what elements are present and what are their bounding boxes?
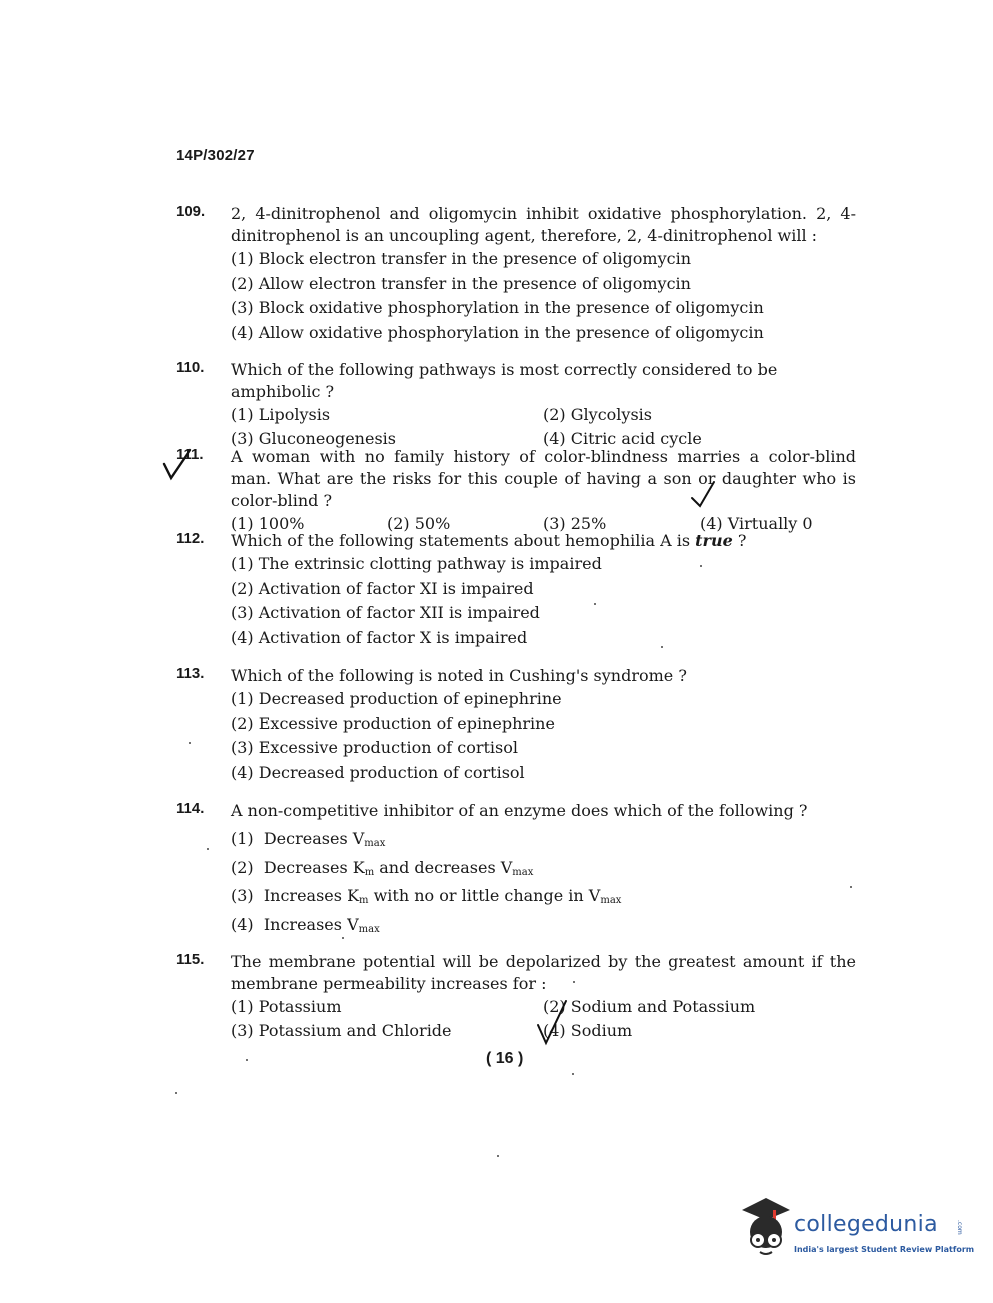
option-4: (4) Decreased production of cortisol: [231, 762, 525, 782]
scan-speck: [661, 646, 663, 648]
question-text: A non-competitive inhibitor of an enzyme does which of the following ?: [231, 801, 808, 820]
question-text: Which of the following is noted in Cushing's syndrome ?: [231, 666, 687, 685]
option-1: (1) Block electron transfer in the presence of oligomycin: [231, 249, 692, 268]
collegedunia-logo: [736, 1196, 975, 1266]
option-4: (4) Activation of factor X is impaired: [231, 627, 528, 647]
option-1: (1) 100%: [231, 514, 305, 533]
option-1: (1) Potassium: [231, 997, 342, 1016]
option-2: (2) Glycolysis: [543, 405, 652, 424]
scan-speck: [594, 603, 596, 605]
scan-speck: [246, 1059, 248, 1061]
scan-speck: [497, 1155, 499, 1157]
question-number: 113.: [176, 665, 205, 682]
option-3: (3) Potassium and Chloride: [231, 1021, 452, 1040]
option-2: (2) Activation of factor XI is impaired: [231, 578, 534, 598]
options-grid: [231, 403, 856, 451]
scan-speck: [342, 937, 344, 939]
scan-speck: [700, 565, 702, 567]
option-3: (3) Activation of factor XII is impaired: [231, 603, 540, 622]
question-114: [176, 800, 856, 939]
question-number: 111.: [176, 446, 204, 463]
question-text: Which of the following pathways is most correctly considered to be amphibolic ?: [231, 360, 778, 401]
handwritten-check-icon: [688, 476, 728, 516]
question-number: 114.: [176, 800, 205, 817]
options-list: [231, 825, 856, 939]
page-number: ( 16 ): [486, 1050, 524, 1067]
scan-speck: [572, 1073, 574, 1075]
question-110: [176, 359, 856, 451]
option-1: (1) Decreased production of epinephrine: [231, 689, 562, 708]
scan-speck: [175, 1092, 177, 1094]
option-2: (2) Allow electron transfer in the presence of oligomycin: [231, 273, 691, 293]
question-text: Which of the following statements about hemophilia A is true ?: [231, 531, 747, 550]
handwritten-check-icon: [534, 995, 574, 1049]
question-109: [176, 203, 856, 345]
brand-name: collegedunia: [794, 1212, 938, 1237]
option-2: (2) Excessive production of epinephrine: [231, 713, 555, 733]
scan-speck: [207, 848, 209, 850]
option-2: (2) 50%: [387, 514, 451, 533]
brand-tagline: India's largest Student Review Platform: [794, 1245, 975, 1254]
scan-speck: [189, 742, 191, 744]
emphasis: true: [695, 531, 733, 550]
option-4: (4) Allow oxidative phosphorylation in the presence of oligomycin: [231, 322, 764, 342]
option-4: (4) Increases $V_{max}$: [231, 914, 380, 935]
option-3: (3) 25%: [543, 514, 607, 533]
option-3: (3) Increases $K_m$ with no or little change in $V_{max}$: [231, 886, 622, 906]
option-4: (4) Virtually 0: [700, 514, 813, 533]
question-number: 115.: [176, 951, 205, 968]
option-4: (4) Sodium: [543, 1021, 633, 1040]
option-1: (1) Decreases $V_{max}$: [231, 829, 386, 849]
question-115: [176, 951, 856, 1043]
option-1: (1) Lipolysis: [231, 405, 331, 424]
question-text: A woman with no family history of color-blindness marries a color-blind man. What are the risks for this couple of having a son or daughter who is color-blind ?: [231, 447, 856, 510]
question-112: [176, 530, 856, 650]
mascot-icon: [736, 1196, 796, 1260]
options-list: [231, 247, 856, 345]
options-list: [231, 552, 856, 650]
question-text: The membrane potential will be depolarized by the greatest amount if the membrane permeability increases for :: [231, 952, 856, 993]
handwritten-check-icon: [160, 444, 210, 484]
option-3: (3) Block oxidative phosphorylation in the presence of oligomycin: [231, 298, 764, 317]
option-4: (4) Citric acid cycle: [543, 429, 702, 448]
option-1: (1) The extrinsic clotting pathway is impaired: [231, 554, 602, 573]
question-number: 110.: [176, 359, 205, 376]
option-3: (3) Gluconeogenesis: [231, 429, 396, 448]
question-text: 2, 4-dinitrophenol and oligomycin inhibit oxidative phosphorylation. 2, 4-dinitrophenol is an uncoupling agent, therefore, 2, 4-dinitrophenol will :: [231, 204, 856, 245]
question-113: [176, 665, 856, 785]
scan-speck: [573, 981, 575, 983]
option-2: (2) Sodium and Potassium: [543, 997, 756, 1016]
option-3: (3) Excessive production of cortisol: [231, 738, 519, 757]
options-list: [231, 687, 856, 785]
paper-code: 14P/302/27: [176, 147, 255, 164]
question-111: [176, 446, 856, 536]
option-2: (2) Decreases $K_m$ and decreases $V_{max}$: [231, 857, 534, 878]
question-number: 109.: [176, 203, 206, 220]
question-number: 112.: [176, 530, 205, 547]
scan-speck: [850, 886, 852, 888]
brand-domain: .com: [956, 1220, 963, 1235]
